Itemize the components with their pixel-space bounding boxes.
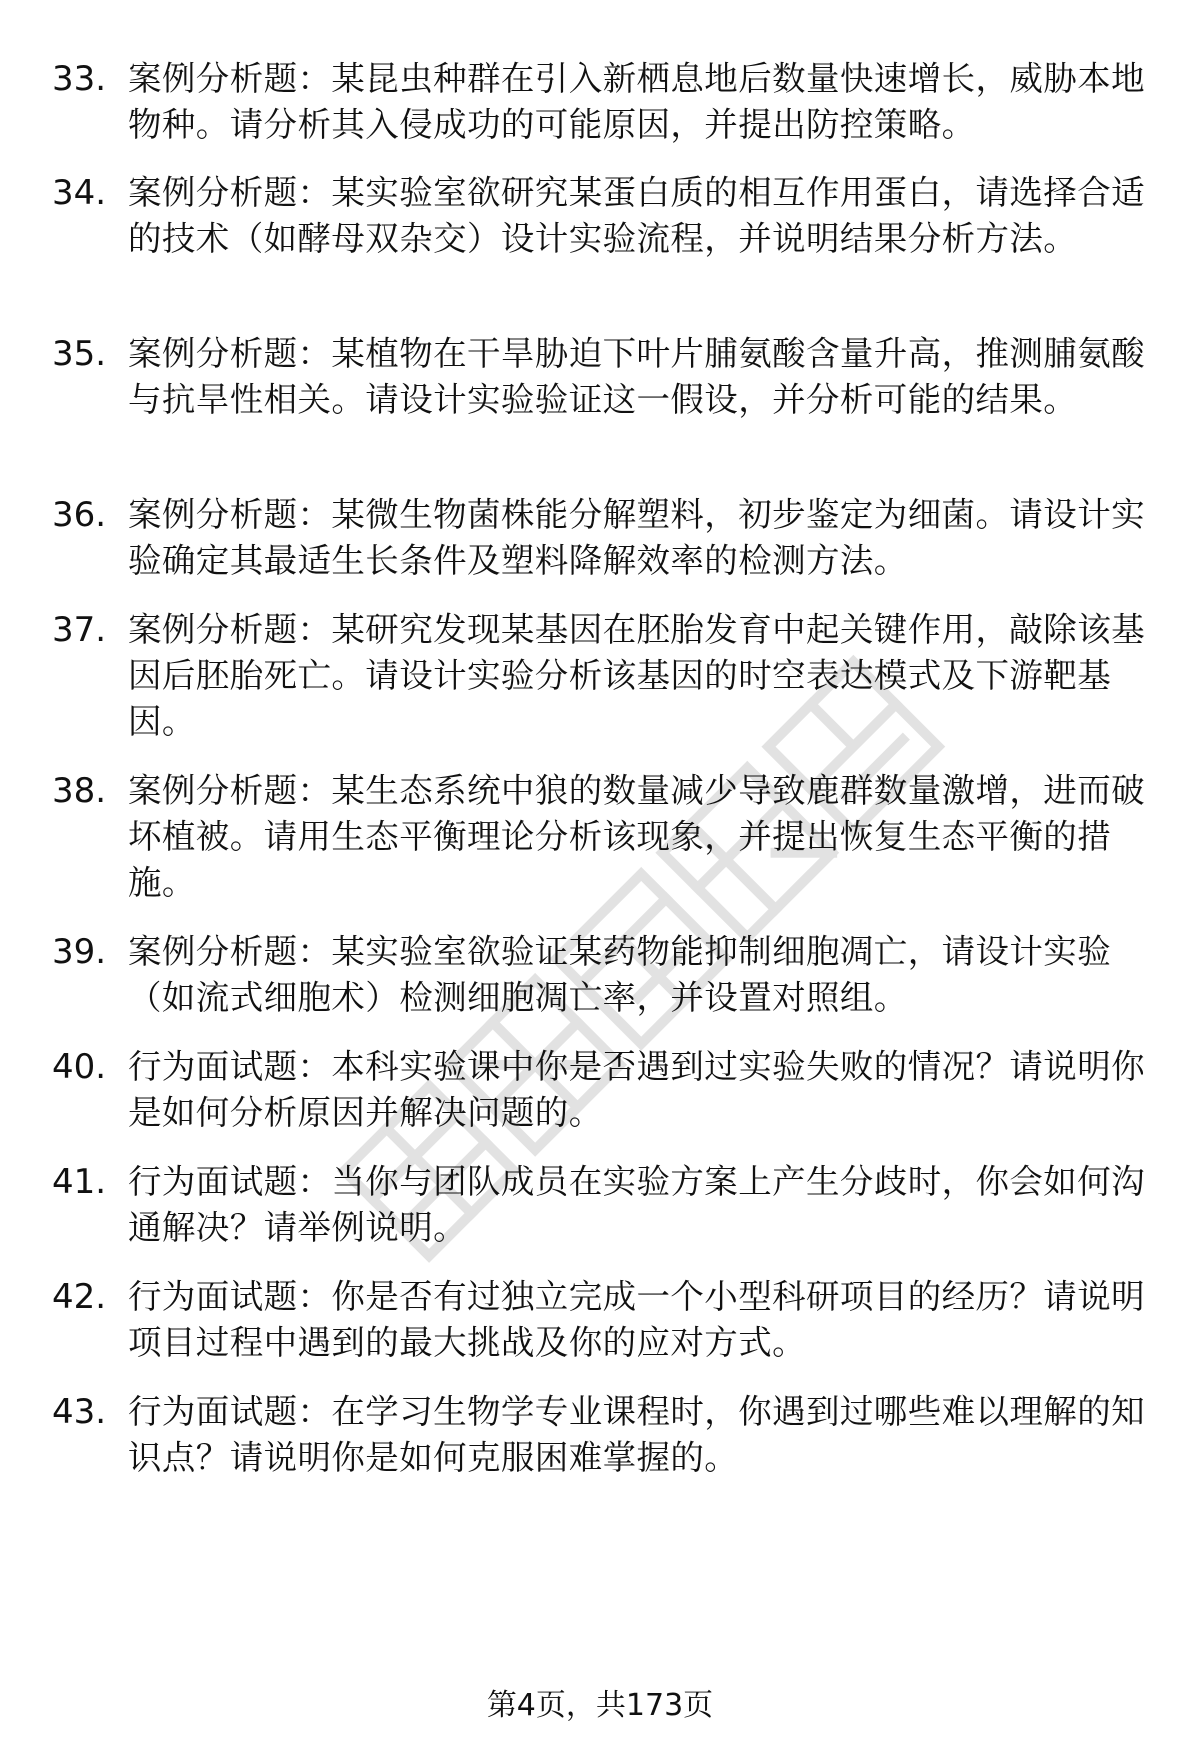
question-text: 案例分析题：某植物在干旱胁迫下叶片脯氨酸含量升高，推测脯氨酸与抗旱性相关。请设计实验验证这一假设，并分析可能的结果。 xyxy=(128,334,1145,419)
question-number: 35. xyxy=(52,334,107,374)
question-text: 案例分析题：某生态系统中狼的数量减少导致鹿群数量激增，进而破坏植被。请用生态平衡理论分析该现象，并提出恢复生态平衡的措施。 xyxy=(128,771,1145,902)
question-text: 案例分析题：某实验室欲研究某蛋白质的相互作用蛋白，请选择合适的技术（如酵母双杂交）设计实验流程，并说明结果分析方法。 xyxy=(128,173,1145,258)
question-number: 41. xyxy=(52,1162,107,1202)
question-number: 34. xyxy=(52,173,107,213)
question-text: 案例分析题：某微生物菌株能分解塑料，初步鉴定为细菌。请设计实验确定其最适生长条件及塑料降解效率的检测方法。 xyxy=(128,495,1145,580)
question-text: 案例分析题：某实验室欲验证某药物能抑制细胞凋亡，请设计实验（如流式细胞术）检测细胞凋亡率，并设置对照组。 xyxy=(128,932,1112,1017)
question-number: 39. xyxy=(52,932,107,972)
question-number: 43. xyxy=(52,1392,107,1432)
question-number: 40. xyxy=(52,1047,107,1087)
question-text: 案例分析题：某昆虫种群在引入新栖息地后数量快速增长，威胁本地物种。请分析其入侵成功的可能原因，并提出防控策略。 xyxy=(128,59,1145,144)
question-text: 行为面试题：在学习生物学专业课程时，你遇到过哪些难以理解的知识点？请说明你是如何克服困难掌握的。 xyxy=(128,1392,1145,1477)
question-text: 行为面试题：本科实验课中你是否遇到过实验失败的情况？请说明你是如何分析原因并解决问题的。 xyxy=(128,1047,1145,1132)
question-number: 37. xyxy=(52,610,107,650)
question-number: 33. xyxy=(52,59,107,99)
question-text: 案例分析题：某研究发现某基因在胚胎发育中起关键作用，敲除该基因后胚胎死亡。请设计实验分析该基因的时空表达模式及下游靶基因。 xyxy=(128,610,1145,741)
question-number: 42. xyxy=(52,1277,107,1317)
question-text: 行为面试题：当你与团队成员在实验方案上产生分歧时，你会如何沟通解决？请举例说明。 xyxy=(128,1162,1145,1247)
question-number: 36. xyxy=(52,495,107,535)
question-number: 38. xyxy=(52,771,107,811)
question-text: 行为面试题：你是否有过独立完成一个小型科研项目的经历？请说明项目过程中遇到的最大挑战及你的应对方式。 xyxy=(128,1277,1145,1362)
page-indicator: 第4页，共173页 xyxy=(486,1688,714,1723)
